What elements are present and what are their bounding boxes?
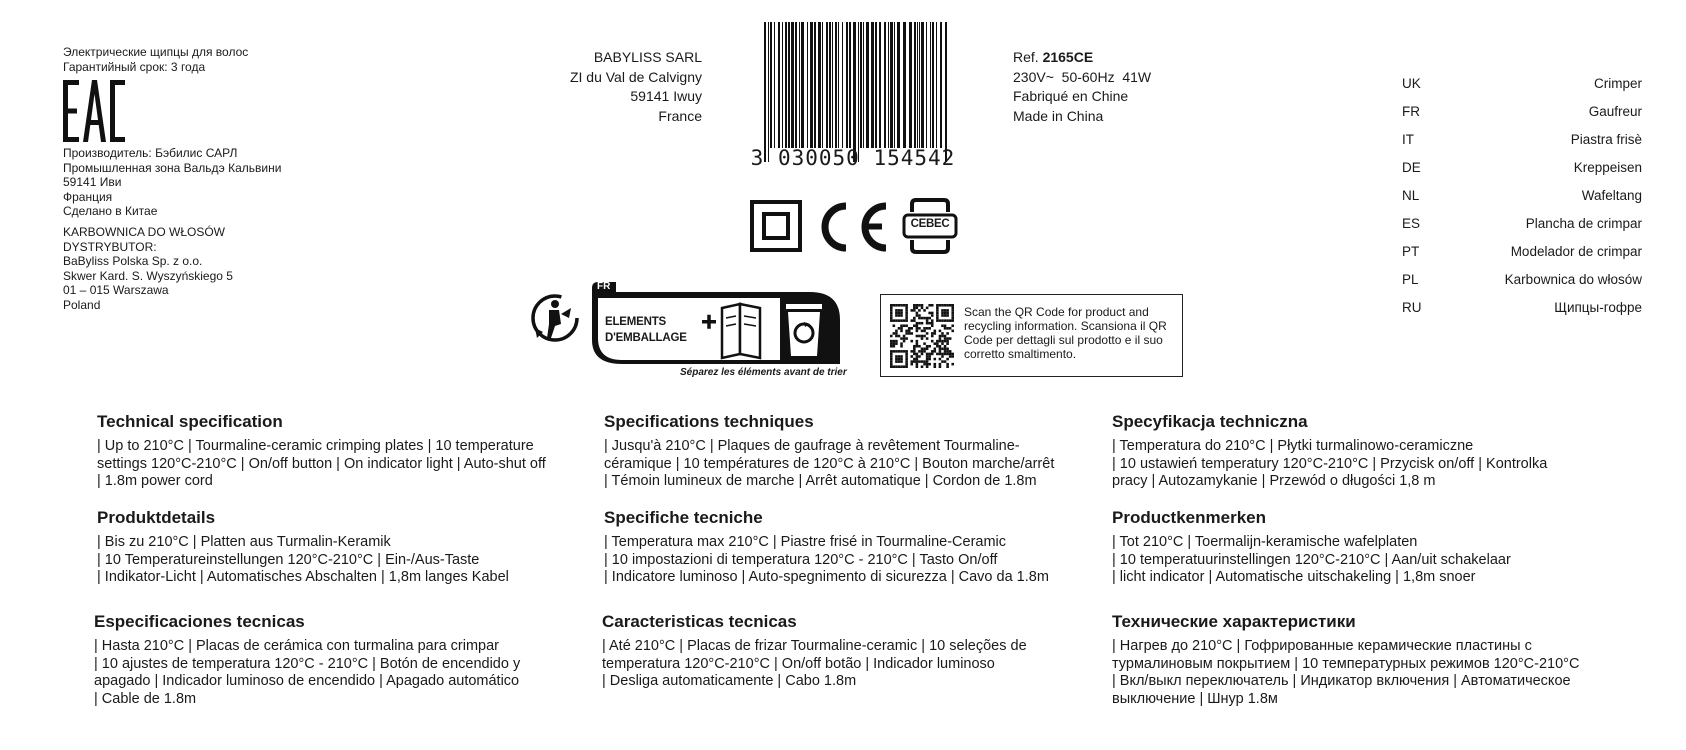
address-line: France [658,107,702,124]
pl-line: 01 – 015 Warszawa [63,283,169,297]
spec-block-de [97,508,509,587]
eac-mark-icon [63,80,125,147]
spec-title: Especificaciones tecnicas [94,612,305,631]
qr-notice-text [964,305,1174,361]
spec-line: apagado | Indicador luminoso de encendido | Apagado automático [94,673,520,689]
spec-line: | 10 temperatuurinstellingen 120°C-210°C | Aan/uit schakelaar [1112,551,1511,568]
spec-line: | Indicatore luminoso | Auto-spegnimento di sicurezza | Cavo da 1.8m [604,569,1049,585]
spec-line: | Témoin lumineux de marche | Arrêt automatique | Cordon de 1.8m [604,473,1037,489]
spec-title: Technical specification [97,412,283,431]
spec-line: | 10 impostazioni di temperatura 120°C - 210°C | Tasto On/off [604,551,998,568]
info-tri-footer: Séparez les éléments avant de trier [680,367,847,378]
address-line: ZI du Val de Calvigny [569,68,702,85]
spec-line: выключение | Шнур 1.8м [1112,690,1278,707]
spec-line: | Hasta 210°C | Placas de cerámica con turmalina para crimpar [94,638,500,654]
language-row [1402,272,1642,292]
spec-line: | Cable de 1.8m [94,690,197,707]
spec-line: | 10 Temperatureinstellungen 120°C-210°C | Ein-/Aus-Taste [97,551,480,568]
language-code: RU [1402,300,1422,315]
spec-block-ru [1112,612,1579,708]
spec-line: | Bis zu 210°C | Platten aus Turmalin-Keramik [97,534,391,550]
language-name: Piastra frisè [1570,132,1642,147]
ru-manufacturer-line: Сделано в Китае [63,204,158,218]
language-row [1402,300,1642,320]
spec-title: Caracteristicas tecnicas [602,612,797,631]
double-insulation-icon [750,200,802,257]
spec-title: Specifiche tecniche [604,508,763,527]
address-line: 59141 Iwuy [630,88,702,104]
language-name: Kreppeisen [1573,160,1642,175]
qr-line: Code per dettagli sul prodotto e il suo [964,333,1163,347]
language-code: PL [1402,272,1419,287]
ru-manufacturer-block [63,146,281,219]
spec-line: | licht indicator | Automatische uitschakeling | 1,8m snoer [1112,569,1476,585]
ref-label: Ref. [1013,49,1039,65]
spec-line: | Indikator-Licht | Automatisches Abschalten | 1,8m langes Kabel [97,569,509,585]
spec-line: | Até 210°C | Placas de frizar Tourmaline-ceramic | 10 seleções de [602,638,1027,654]
pl-line: Skwer Kard. S. Wyszyńskiego 5 [63,268,233,283]
info-tri-line2: D'EMBALLAGE [605,332,687,344]
language-code: IT [1402,132,1414,147]
spec-title: Productkenmerken [1112,508,1266,527]
ref-line [1013,48,1151,68]
pl-distributor-block [63,225,233,312]
language-code: DE [1402,160,1421,175]
language-row [1402,160,1642,180]
info-tri-fr-tag: FR [597,281,611,292]
language-name: Plancha de crimpar [1525,216,1642,231]
spec-line: | 10 ustawień temperatury 120°C-210°C | Przycisk on/off | Kontrolka [1112,455,1548,472]
spec-line: temperatura 120°C-210°C | On/off botão | Indicador luminoso [602,655,995,672]
language-name: Crimper [1593,76,1642,91]
origin-line-en: Made in China [1013,107,1104,124]
spec-line: | Нагрев до 210°C | Гофрированные керамические пластины с [1112,638,1532,654]
rating-line: 230V~ 50-60Hz 41W [1013,68,1152,85]
ce-mark-icon [816,200,892,259]
qr-line: Scan the QR Code for product and [964,305,1149,319]
language-row [1402,244,1642,264]
barcode [748,22,958,172]
barcode-digits: 3 030050 154542 [750,146,956,170]
language-row [1402,76,1642,96]
spec-line: | Jusqu'à 210°C | Plaques de gaufrage à revêtement Tourmaline- [604,438,1020,454]
language-row [1402,188,1642,208]
pl-line: BaByliss Polska Sp. z o.o. [63,254,203,268]
spec-line: pracy | Autozamykanie | Przewód o długości 1,8 m [1112,473,1436,489]
spec-line: settings 120°C-210°C | On/off button | On indicator light | Auto-shut off [97,455,546,472]
spec-line: | Temperatura do 210°C | Płytki turmalinowo-ceramiczne [1112,438,1474,454]
pl-line: KARBOWNICA DO WŁOSÓW [63,225,226,239]
spec-line: | Tot 210°C | Toermalijn-keramische wafelplaten [1112,534,1418,550]
spec-block-pt [602,612,1027,691]
language-code: NL [1402,188,1420,203]
language-name: Щипцы-гофре [1554,300,1642,315]
spec-line: | Desliga automaticamente | Cabo 1.8m [602,673,857,689]
spec-title: Produktdetails [97,508,216,527]
address-line: BABYLISS SARL [593,49,702,65]
language-code: FR [1402,104,1420,119]
language-name: Gaufreur [1588,104,1642,119]
info-tri-line1: ELEMENTS [605,316,667,328]
spec-block-fr [604,412,1054,491]
info-tri-label [605,314,687,346]
ru-manufacturer-line: Франция [63,189,113,204]
product-ref-block [1013,48,1151,126]
language-row [1402,132,1642,152]
pl-line: Poland [63,297,101,312]
eac-logo [63,80,125,142]
spec-line: | Temperatura max 210°C | Piastre frisé in Tourmaline-Ceramic [604,534,1007,550]
spec-title: Specyfikacja techniczna [1112,412,1308,431]
spec-line: | 1.8m power cord [97,473,213,489]
ru-warranty-line: Гарантийный срок: 3 года [63,59,206,74]
company-address [520,48,702,126]
spec-title: Технические характеристики [1112,612,1356,631]
language-name: Wafeltang [1581,188,1642,203]
spec-block-pl [1112,412,1547,491]
qr-line: corretto smaltimento. [964,347,1077,361]
spec-block-en [97,412,546,491]
spec-line: турмалиновым покрытием | 10 температурных режимов 120°C-210°C [1112,655,1580,672]
triman-icon [525,288,585,353]
language-name: Karbownica do włosów [1504,272,1642,287]
spec-title: Specifications techniques [604,412,814,431]
ru-manufacturer-line: Промышленная зона Вальдэ Кальвини [63,160,282,175]
info-tri-logo [590,280,842,366]
language-row [1402,104,1642,124]
ru-title-block [63,45,248,74]
qr-code-icon [890,304,954,368]
qr-notice-box [880,294,1183,377]
spec-block-nl [1112,508,1511,587]
ru-title-line: Электрические щипцы для волос [63,45,249,59]
origin-line-fr: Fabriqué en Chine [1013,88,1129,104]
spec-block-it [604,508,1049,587]
pl-line: DYSTRYBUTOR: [63,239,157,254]
spec-block-es [94,612,520,708]
ru-manufacturer-line: 59141 Иви [63,175,122,189]
language-code: ES [1402,216,1421,231]
ru-manufacturer-line: Производитель: Бэбилис САРЛ [63,146,238,160]
language-code: PT [1402,244,1420,259]
language-row [1402,216,1642,236]
qr-line: recycling information. Scansiona il QR [964,319,1167,333]
spec-line: céramique | 10 températures de 120°C à 210°C | Bouton marche/arrêt [604,455,1055,472]
ref-value: 2165CE [1042,49,1094,65]
language-name: Modelador de crimpar [1510,244,1642,259]
spec-line: | Up to 210°C | Tourmaline-ceramic crimping plates | 10 temperature [97,438,534,454]
spec-line: | 10 ajustes de temperatura 120°C - 210°C | Botón de encendido y [94,655,521,672]
spec-line: | Вкл/выкл переключатель | Индикатор включения | Автоматическое [1112,673,1571,689]
cebec-label: CEBEC [910,218,950,230]
language-code: UK [1402,76,1421,91]
cebec-mark-icon [902,198,958,254]
